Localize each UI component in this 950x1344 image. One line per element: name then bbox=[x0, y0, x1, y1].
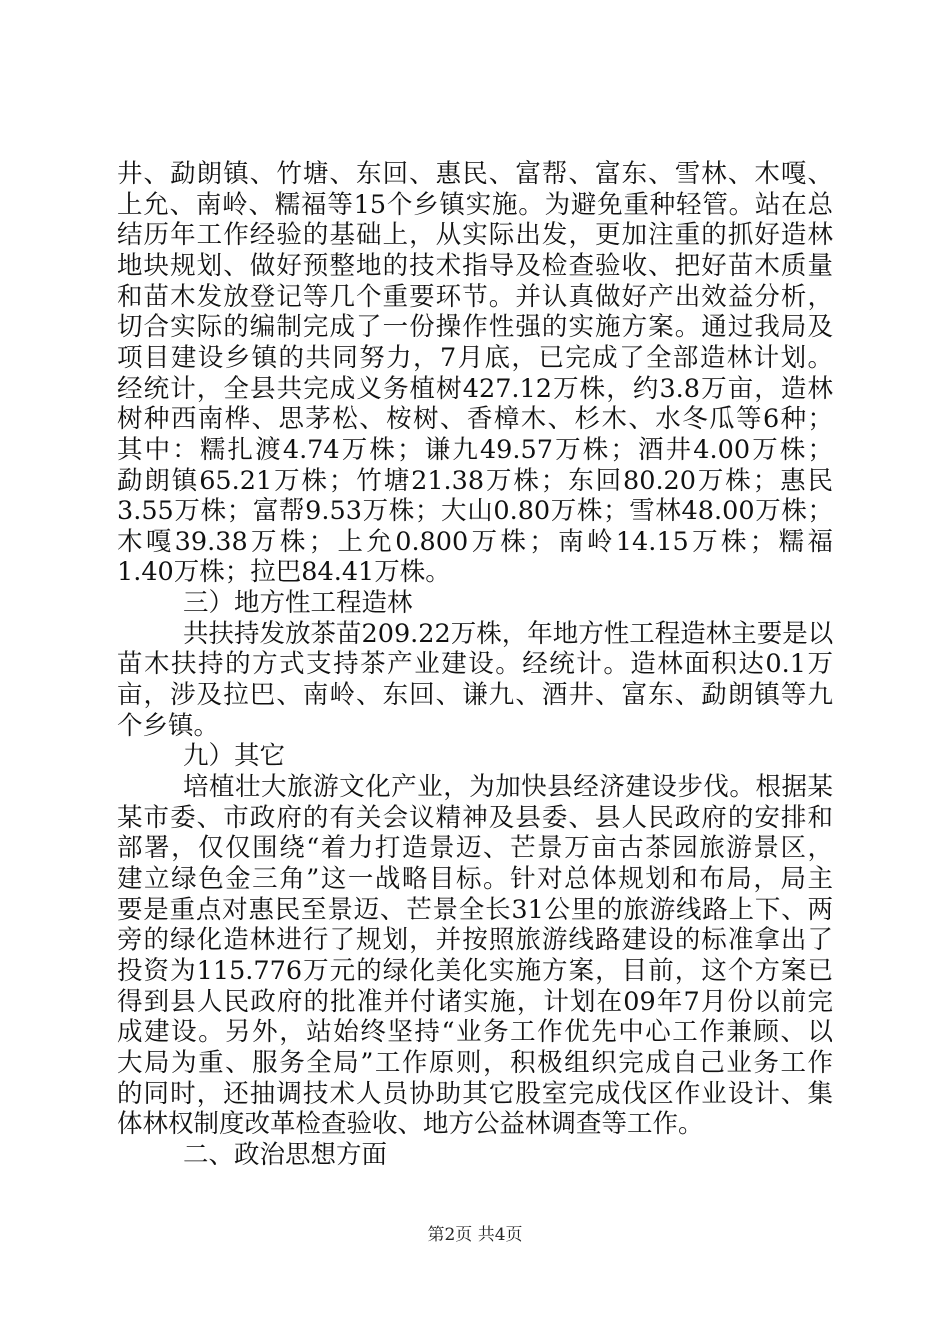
text-line: 1.40万株；拉巴84.41万株。 bbox=[117, 557, 451, 588]
text-line: 经统计，全县共完成义务植树427.12万株，约3.8万亩，造林 bbox=[117, 373, 833, 404]
text-line: 体林权制度改革检查验收、地方公益林调查等工作。 bbox=[117, 1109, 704, 1140]
text-line: 和苗木发放登记等几个重要环节。并认真做好产出效益分析， bbox=[117, 281, 833, 312]
text-line: 成建设。另外，站始终坚持“业务工作优先中心工作兼顾、以 bbox=[117, 1017, 833, 1048]
text-line: 的同时，还抽调技术人员协助其它股室完成伐区作业设计、集 bbox=[117, 1078, 833, 1109]
text-line: 苗木扶持的方式支持茶产业建设。经统计。造林面积达0.1万 bbox=[117, 649, 833, 680]
text-line: 三）地方性工程造林 bbox=[183, 588, 413, 619]
text-line: 得到县人民政府的批准并付诸实施，计划在09年7月份以前完 bbox=[117, 986, 833, 1017]
text-line: 部署，仅仅围绕“着力打造景迈、芒景万亩古茶园旅游景区， bbox=[117, 833, 833, 864]
text-line: 投资为115.776万元的绿化美化实施方案，目前，这个方案已 bbox=[117, 955, 833, 986]
text-line: 项目建设乡镇的共同努力，7月底，已完成了全部造林计划。 bbox=[117, 342, 833, 373]
text-line: 3.55万株；富帮9.53万株；大山0.80万株；雪林48.00万株； bbox=[117, 496, 833, 527]
text-line: 二、政治思想方面 bbox=[183, 1139, 388, 1170]
text-line: 地块规划、做好预整地的技术指导及检查验收、把好苗木质量 bbox=[117, 250, 833, 281]
text-line: 树种西南桦、思茅松、桉树、香樟木、杉木、水冬瓜等6种； bbox=[117, 404, 833, 435]
text-line: 上允、南岭、糯福等15个乡镇实施。为避免重种轻管。站在总 bbox=[117, 189, 833, 220]
text-line: 大局为重、服务全局”工作原则，积极组织完成自己业务工作 bbox=[117, 1047, 833, 1078]
text-line: 井、勐朗镇、竹塘、东回、惠民、富帮、富东、雪林、木嘎、 bbox=[117, 159, 833, 189]
text-line: 切合实际的编制完成了一份操作性强的实施方案。通过我局及 bbox=[117, 312, 833, 343]
text-line: 亩，涉及拉巴、南岭、东回、谦九、酒井、富东、勐朗镇等九 bbox=[117, 680, 833, 711]
text-line: 其中：糯扎渡4.74万株；谦九49.57万株；酒井4.00万株； bbox=[117, 434, 833, 465]
text-line: 某市委、市政府的有关会议精神及县委、县人民政府的安排和 bbox=[117, 802, 833, 833]
text-line: 旁的绿化造林进行了规划，并按照旅游线路建设的标准拿出了 bbox=[117, 925, 833, 956]
text-line: 勐朗镇65.21万株；竹塘21.38万株；东回80.20万株；惠民 bbox=[117, 465, 833, 496]
text-line: 结历年工作经验的基础上，从实际出发，更加注重的抓好造林 bbox=[117, 220, 833, 251]
text-line: 要是重点对惠民至景迈、芒景全长31公里的旅游线路上下、两 bbox=[117, 894, 833, 925]
text-line: 共扶持发放茶苗209.22万株，年地方性工程造林主要是以 bbox=[183, 618, 834, 649]
text-line: 培植壮大旅游文化产业，为加快县经济建设步伐。根据某 bbox=[183, 772, 833, 802]
text-line: 木嘎39.38万株；上允0.800万株；南岭14.15万株；糯福 bbox=[117, 526, 833, 557]
text-line: 建立绿色金三角”这一战略目标。针对总体规划和布局，局主 bbox=[117, 863, 833, 894]
text-line: 九）其它 bbox=[183, 741, 286, 772]
text-line: 个乡镇。 bbox=[117, 710, 220, 741]
page-footer: 第2页 共4页 bbox=[427, 1225, 523, 1245]
